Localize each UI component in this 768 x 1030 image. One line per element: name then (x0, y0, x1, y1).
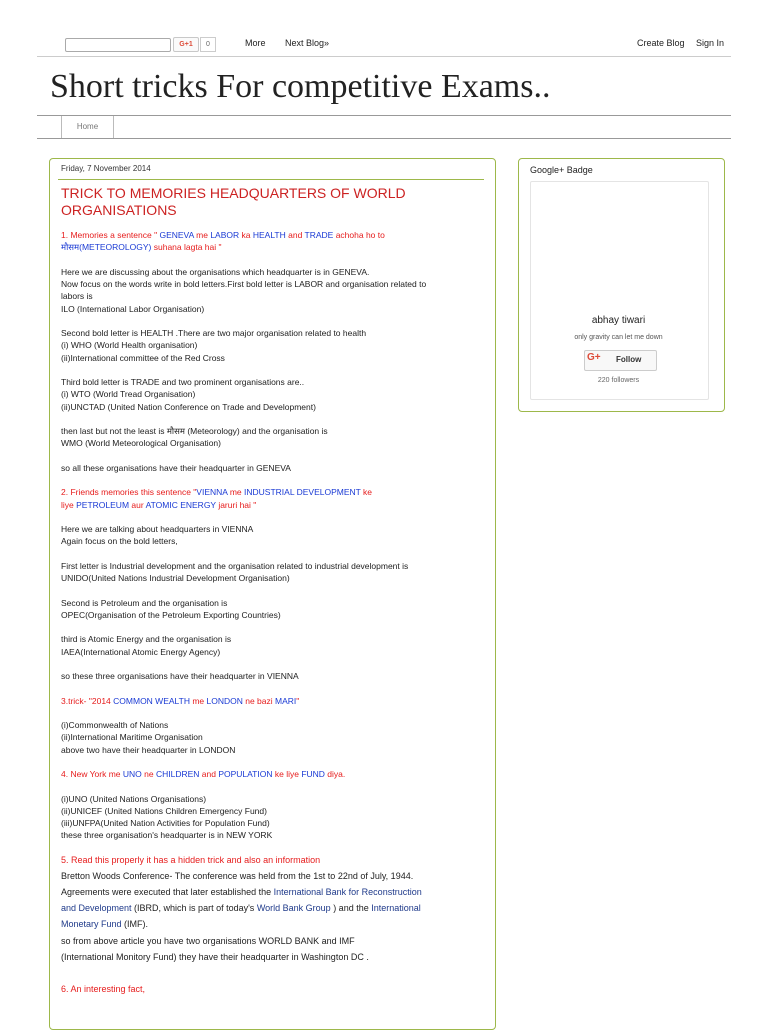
widget-title: Google+ Badge (530, 165, 593, 175)
next-blog-link[interactable]: Next Blog» (285, 38, 330, 48)
line-text: Bretton Woods Conference- The conference was held from the 1st to 22nd of July, 1944. (61, 871, 414, 882)
post-line (61, 340, 197, 350)
search-input[interactable] (65, 38, 171, 52)
line-text: Second is Petroleum and the organisation is (61, 597, 228, 608)
post-line (61, 830, 272, 840)
line-text: (iii)UNFPA(United Nation Activities for Population Fund) (61, 818, 270, 828)
line-text: diya. (324, 769, 346, 779)
keyword-text: TRADE (304, 230, 334, 240)
keyword-text: HEALTH (252, 230, 286, 240)
post-line (61, 936, 355, 946)
line-text: third is Atomic Energy and the organisation is (61, 634, 232, 645)
line-text: (IBRD, which is part of today's (131, 903, 257, 914)
gplus-icon: G+ (587, 352, 601, 363)
post-line (61, 984, 145, 994)
line-text: so these three organisations have their headquarter in VIENNA (61, 671, 299, 681)
post-line (61, 952, 369, 962)
line-text: 3.trick- "2014 (61, 695, 114, 706)
post-line (61, 887, 422, 897)
follow-button-label: Follow (616, 355, 642, 364)
line-text: ne bazi (242, 695, 276, 706)
profile-tagline: only gravity can let me down (574, 334, 663, 341)
line-text: then last but not the least is मौसम (Meteorology) and the organisation is (61, 426, 328, 436)
line-text: Here we are talking about headquarters in VIENNA (61, 524, 254, 534)
line-text: liye (61, 499, 77, 510)
line-text: Now focus on the words write in bold letters.First bold letter is LABOR and organisation related to (61, 279, 427, 289)
keyword-text: POPULATION (218, 769, 273, 779)
keyword-text: ATOMIC ENERGY (145, 499, 216, 510)
post-line (61, 487, 372, 497)
gplus-one-button[interactable]: G+1 (173, 37, 199, 52)
post-line (61, 426, 328, 436)
keyword-text: COMMON WEALTH (113, 695, 190, 706)
line-text: and (285, 230, 305, 240)
line-text: WMO (World Meteorological Organisation) (61, 438, 221, 449)
post-line (61, 732, 203, 742)
keyword-text[interactable]: International Bank for Reconstruction (273, 887, 422, 898)
line-text: OPEC(Organisation of the Petroleum Exporting Countries) (61, 609, 281, 620)
create-blog-link[interactable]: Create Blog (637, 38, 685, 48)
line-text: " (296, 695, 300, 706)
line-text: First letter is Industrial development and the organisation related to industrial development is (61, 560, 409, 571)
line-text: ke liye (272, 769, 302, 779)
post-line (61, 818, 270, 828)
post-line (61, 463, 291, 473)
post-line (61, 903, 421, 913)
post-line (61, 353, 225, 363)
post-line (61, 855, 320, 865)
post-line (61, 806, 267, 816)
line-text: above two have their headquarter in LONDON (61, 744, 236, 755)
post-line (61, 671, 299, 681)
line-text: me (193, 230, 211, 240)
post-line (61, 402, 316, 412)
post-line (61, 524, 253, 534)
line-text: UNIDO(United Nations Industrial Development Organisation) (61, 573, 290, 583)
keyword-text[interactable]: World Bank Group (256, 903, 331, 914)
post-title[interactable]: TRICK TO MEMORIES HEADQUARTERS OF WORLD ORGANISATIONS (61, 185, 406, 218)
line-text: (ii)International Maritime Organisation (61, 732, 203, 743)
post-line (61, 328, 366, 338)
line-text: Again focus on the bold letters, (61, 536, 178, 547)
follower-count: 220 followers (597, 377, 640, 384)
post-line (61, 647, 220, 657)
tab-home[interactable]: Home (61, 116, 114, 138)
line-text: 4. New York me (61, 769, 123, 779)
keyword-text: मौसम(METEOROLOGY) (61, 242, 152, 253)
keyword-text: UNO (122, 769, 142, 779)
keyword-text: CHILDREN (155, 769, 200, 779)
post-line (61, 536, 178, 546)
line-text: (i) WTO (World Tread Organisation) (61, 389, 196, 400)
line-text: and (199, 769, 219, 779)
more-link[interactable]: More (245, 38, 266, 48)
post-line (61, 230, 385, 240)
line-text: Here we are discussing about the organisations which headquarter is in GENEVA. (61, 266, 370, 277)
line-text: (i) WHO (World Health organisation) (61, 340, 198, 351)
post-line (61, 500, 256, 510)
post-line (61, 634, 231, 644)
keyword-text: MARI (275, 695, 297, 706)
keyword-text[interactable]: International (371, 903, 421, 914)
line-text: Third bold letter is TRADE and two prominent organisations are.. (61, 377, 305, 387)
line-text: (ii)UNICEF (United Nations Children Emergency Fund) (61, 805, 267, 816)
keyword-text: LONDON (206, 695, 243, 706)
line-text: (i)Commonwealth of Nations (61, 720, 169, 730)
post-line (61, 304, 204, 314)
line-text: jaruri hai " (215, 499, 257, 510)
post-line (61, 769, 345, 779)
post-line (61, 242, 222, 252)
post-line (61, 389, 195, 399)
profile-name[interactable]: abhay tiwari (591, 315, 646, 326)
line-text: aur (129, 499, 146, 510)
line-text: so from above article you have two organisations WORLD BANK and IMF (61, 935, 355, 946)
line-text: (International Monitory Fund) they have their headquarter in Washington DC . (61, 951, 369, 962)
keyword-text: LABOR (210, 230, 240, 240)
post-line (61, 598, 227, 608)
post-line (61, 573, 290, 583)
keyword-text: VIENNA (196, 487, 228, 498)
post-line (61, 610, 281, 620)
line-text: IAEA(International Atomic Energy Agency) (61, 646, 221, 657)
post-line (61, 267, 369, 277)
line-text: me (189, 695, 207, 706)
line-text: so all these organisations have their headquarter in GENEVA (61, 462, 291, 473)
line-text: achoha ho to (333, 230, 385, 240)
post-line (61, 696, 299, 706)
post-line (61, 794, 206, 804)
sign-in-link[interactable]: Sign In (696, 38, 725, 48)
post-line (61, 745, 235, 755)
line-text: (IMF). (121, 919, 149, 930)
blogger-navbar (0, 0, 768, 56)
line-text: ) and the (330, 903, 372, 914)
post-line (61, 377, 304, 387)
keyword-text: GENEVA (159, 230, 194, 240)
date-divider (58, 179, 484, 180)
page-tabs (37, 115, 731, 139)
line-text: Second bold letter is HEALTH .There are two major organisation related to health (61, 328, 367, 338)
keyword-text: FUND (301, 769, 325, 779)
post-line (61, 291, 93, 301)
gplus-count: 0 (200, 37, 216, 52)
keyword-text: PETROLEUM (76, 499, 130, 510)
line-text: (ii)International committee of the Red Cross (61, 352, 225, 363)
line-text: Agreements were executed that later established the (61, 887, 274, 898)
post-line (61, 279, 426, 289)
navbar-divider (37, 56, 731, 57)
line-text: suhana lagta hai " (151, 242, 222, 253)
blog-title[interactable]: Short tricks For competitive Exams.. (50, 68, 551, 105)
line-text: labors is (61, 291, 93, 302)
keyword-text[interactable]: Monetary Fund (61, 919, 122, 930)
line-text: (i)UNO (United Nations Organisations) (61, 793, 207, 804)
line-text: me (227, 487, 245, 498)
line-text: ka (239, 230, 253, 240)
line-text: 5. Read this properly it has a hidden trick and also an information (61, 855, 321, 865)
post-date: Friday, 7 November 2014 (61, 164, 151, 173)
line-text: 6. An interesting fact, (61, 983, 146, 994)
line-text: 2. Friends memories this sentence " (61, 487, 197, 498)
line-text: ne (141, 769, 156, 779)
line-text: ILO (International Labor Organisation) (61, 303, 205, 314)
line-text: these three organisation's headquarter is in NEW YORK (61, 830, 273, 841)
line-text: (ii)UNCTAD (United Nation Conference on Trade and Development) (61, 401, 316, 412)
keyword-text[interactable]: and Development (61, 903, 132, 914)
post-line (61, 720, 168, 730)
post-line (61, 871, 413, 881)
keyword-text: INDUSTRIAL DEVELOPMENT (244, 487, 361, 498)
line-text: ke (360, 487, 373, 498)
post-line (61, 919, 148, 929)
post-line (61, 561, 408, 571)
line-text: 1. Memories a sentence " (61, 230, 160, 240)
post-line (61, 438, 221, 448)
